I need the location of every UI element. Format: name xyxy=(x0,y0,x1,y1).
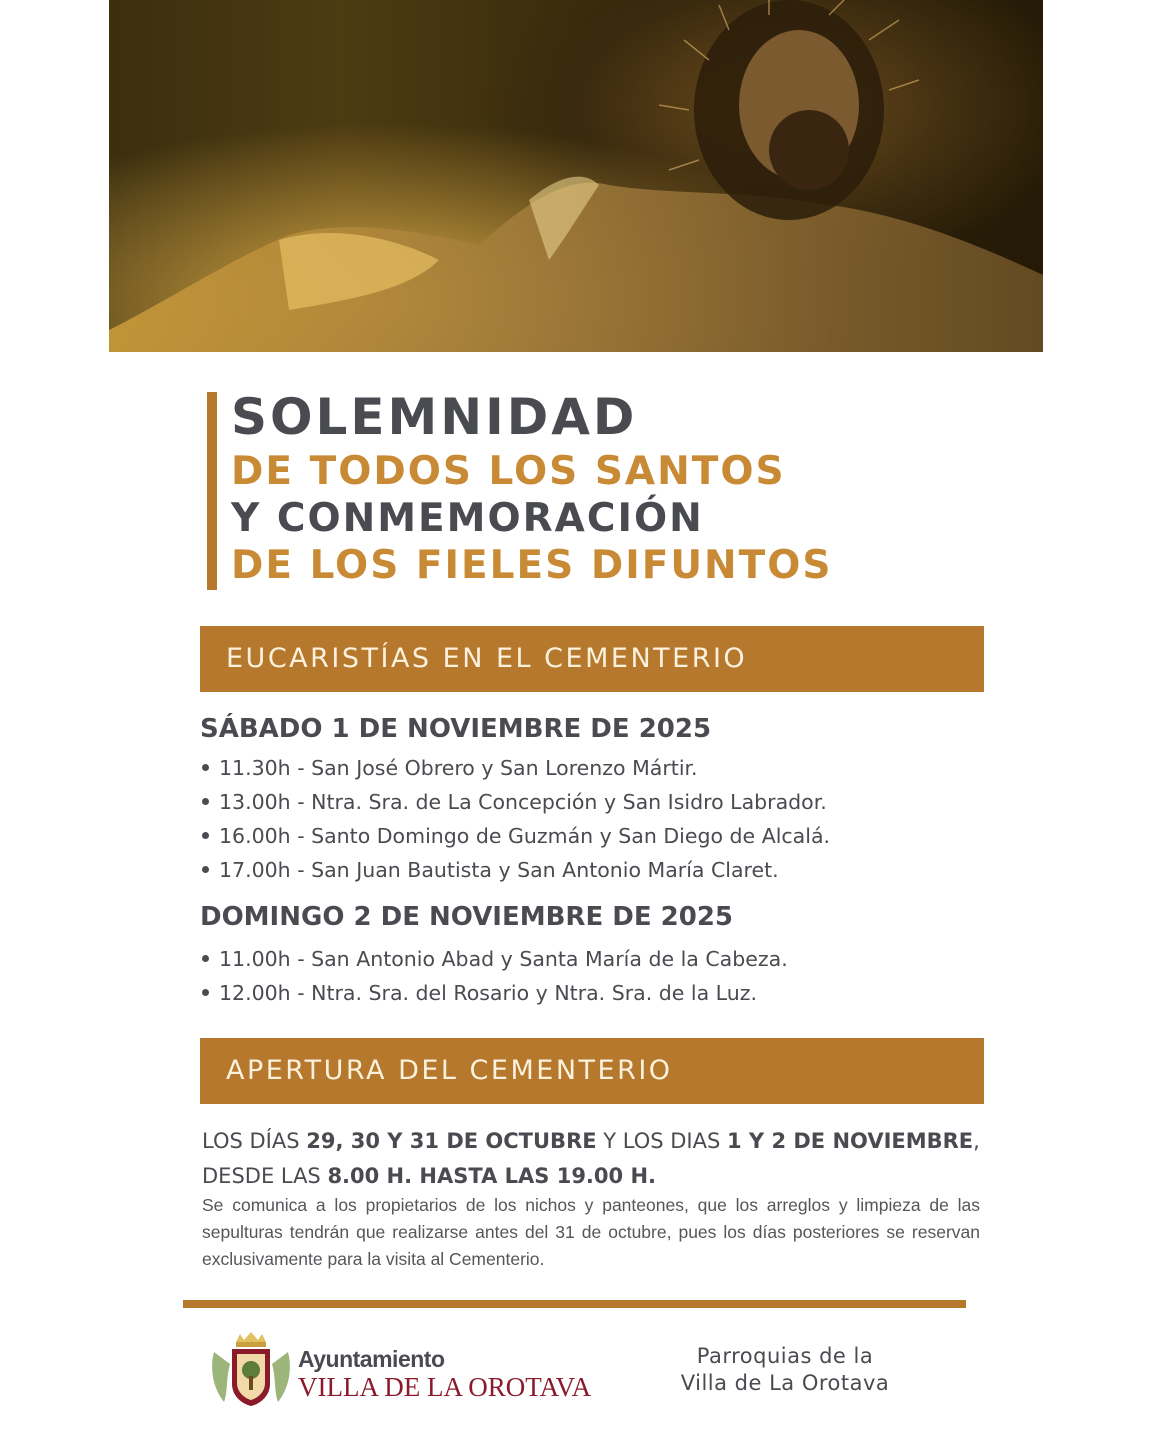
title-accent-rule xyxy=(207,392,217,590)
list-item xyxy=(202,976,788,1010)
mass-list-saturday xyxy=(202,751,830,887)
maintenance-notice: Se comunica a los propietarios de los nichos y panteones, que los arreglos y limpieza de las sepulturas tendrán que realizarse antes del 31 de octubre, pues los días posteriores se reservan exclusivamente para la visita al Cementerio. xyxy=(202,1195,980,1269)
bullet-icon xyxy=(202,832,209,839)
photo-illustration-icon xyxy=(109,0,1043,352)
parroquias-label xyxy=(640,1343,930,1397)
bullet-icon xyxy=(202,764,209,771)
mass-entry: 11.00h - San Antonio Abad y Santa María de la Cabeza. xyxy=(219,947,788,971)
list-item xyxy=(202,785,830,819)
bullet-icon xyxy=(202,866,209,873)
day-heading-saturday: SÁBADO 1 DE NOVIEMBRE DE 2025 xyxy=(200,714,712,744)
mass-entry: 16.00h - Santo Domingo de Guzmán y San Diego de Alcalá. xyxy=(219,824,831,848)
title-line-1: SOLEMNIDAD xyxy=(231,388,638,446)
page-title xyxy=(231,388,833,593)
villa-orotava-label: VILLA DE LA OROTAVA xyxy=(298,1372,592,1402)
title-line-4: DE LOS FIELES DIFUNTOS xyxy=(231,543,833,588)
title-line-2: DE TODOS LOS SANTOS xyxy=(231,449,786,494)
bullet-icon xyxy=(202,798,209,805)
parroquias-line-2: Villa de La Orotava xyxy=(680,1371,890,1395)
christ-sculpture-photo xyxy=(109,0,1043,352)
coat-of-arms-icon xyxy=(208,1332,294,1408)
mass-entry: 17.00h - San Juan Bautista y San Antonio María Claret. xyxy=(219,858,779,882)
hours-text: LOS DÍAS xyxy=(202,1129,307,1153)
section-header-eucaristias: EUCARISTÍAS EN EL CEMENTERIO xyxy=(200,626,984,692)
list-item xyxy=(202,942,788,976)
hours-text-bold: 8.00 H. HASTA LAS 19.00 H. xyxy=(327,1164,656,1188)
list-item xyxy=(202,853,830,887)
ayuntamiento-label: Ayuntamiento xyxy=(298,1346,445,1372)
mass-entry: 13.00h - Ntra. Sra. de La Concepción y San Isidro Labrador. xyxy=(219,790,827,814)
title-line-3: Y CONMEMORACIÓN xyxy=(231,496,704,541)
hours-text: , DESDE LAS xyxy=(202,1129,980,1188)
hours-text: Y LOS DIAS xyxy=(596,1129,727,1153)
list-item xyxy=(202,751,830,785)
footer-divider xyxy=(183,1300,966,1308)
hours-text-bold: 1 Y 2 DE NOVIEMBRE xyxy=(727,1129,974,1153)
mass-entry: 11.30h - San José Obrero y San Lorenzo Mártir. xyxy=(219,756,698,780)
parroquias-line-1: Parroquias de la xyxy=(696,1344,874,1368)
bullet-icon xyxy=(202,955,209,962)
hours-text-bold: 29, 30 Y 31 DE OCTUBRE xyxy=(306,1129,597,1153)
section-header-apertura: APERTURA DEL CEMENTERIO xyxy=(200,1038,984,1104)
mass-list-sunday xyxy=(202,942,788,1010)
day-heading-sunday: DOMINGO 2 DE NOVIEMBRE DE 2025 xyxy=(200,902,734,932)
list-item xyxy=(202,819,830,853)
bullet-icon xyxy=(202,989,209,996)
mass-entry: 12.00h - Ntra. Sra. del Rosario y Ntra. Sra. de la Luz. xyxy=(219,981,757,1005)
opening-hours-text xyxy=(202,1124,992,1194)
